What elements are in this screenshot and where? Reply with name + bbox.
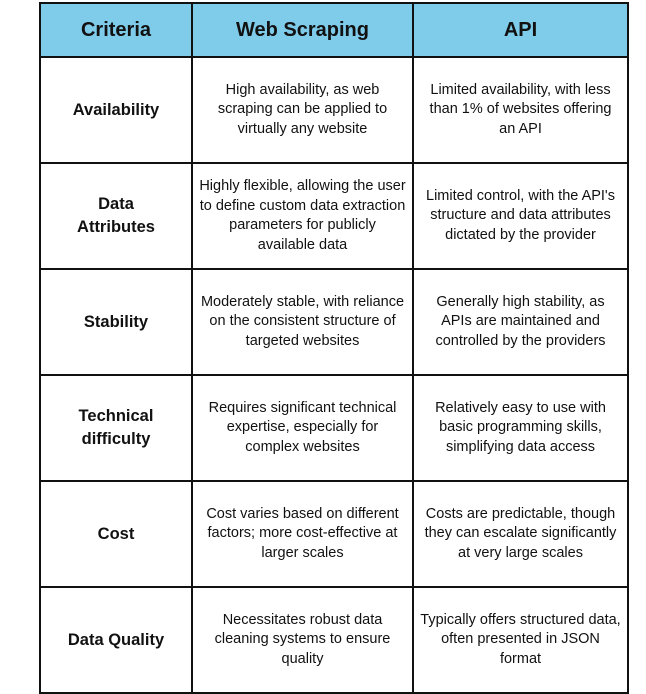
web-scraping-cell: Highly flexible, allowing the user to define custom data extraction parameters for publicly available data: [192, 163, 413, 269]
criteria-cell: Cost: [40, 481, 192, 587]
criteria-cell: Stability: [40, 269, 192, 375]
web-scraping-cell: Necessitates robust data cleaning systems to ensure quality: [192, 587, 413, 693]
api-cell: Limited availability, with less than 1% of websites offering an API: [413, 57, 628, 163]
table-row: [40, 481, 628, 587]
criteria-cell: Data Attributes: [40, 163, 192, 269]
criteria-cell: Availability: [40, 57, 192, 163]
api-cell: Relatively easy to use with basic programming skills, simplifying data access: [413, 375, 628, 481]
table-row: [40, 375, 628, 481]
api-cell: Typically offers structured data, often presented in JSON format: [413, 587, 628, 693]
criteria-cell: Data Quality: [40, 587, 192, 693]
web-scraping-cell: High availability, as web scraping can be applied to virtually any website: [192, 57, 413, 163]
criteria-cell: Technical difficulty: [40, 375, 192, 481]
table-row: [40, 57, 628, 163]
api-cell: Generally high stability, as APIs are maintained and controlled by the providers: [413, 269, 628, 375]
header-row: [40, 3, 628, 57]
api-cell: Limited control, with the API's structure and data attributes dictated by the provider: [413, 163, 628, 269]
table-row: [40, 269, 628, 375]
header-criteria: Criteria: [40, 3, 192, 57]
table-row: [40, 587, 628, 693]
web-scraping-cell: Requires significant technical expertise, especially for complex websites: [192, 375, 413, 481]
table-row: [40, 163, 628, 269]
header-api: API: [413, 3, 628, 57]
comparison-table-container: [39, 2, 627, 667]
api-cell: Costs are predictable, though they can escalate significantly at very large scales: [413, 481, 628, 587]
web-scraping-cell: Cost varies based on different factors; more cost-effective at larger scales: [192, 481, 413, 587]
comparison-table: [39, 2, 629, 694]
web-scraping-cell: Moderately stable, with reliance on the consistent structure of targeted websites: [192, 269, 413, 375]
header-web-scraping: Web Scraping: [192, 3, 413, 57]
